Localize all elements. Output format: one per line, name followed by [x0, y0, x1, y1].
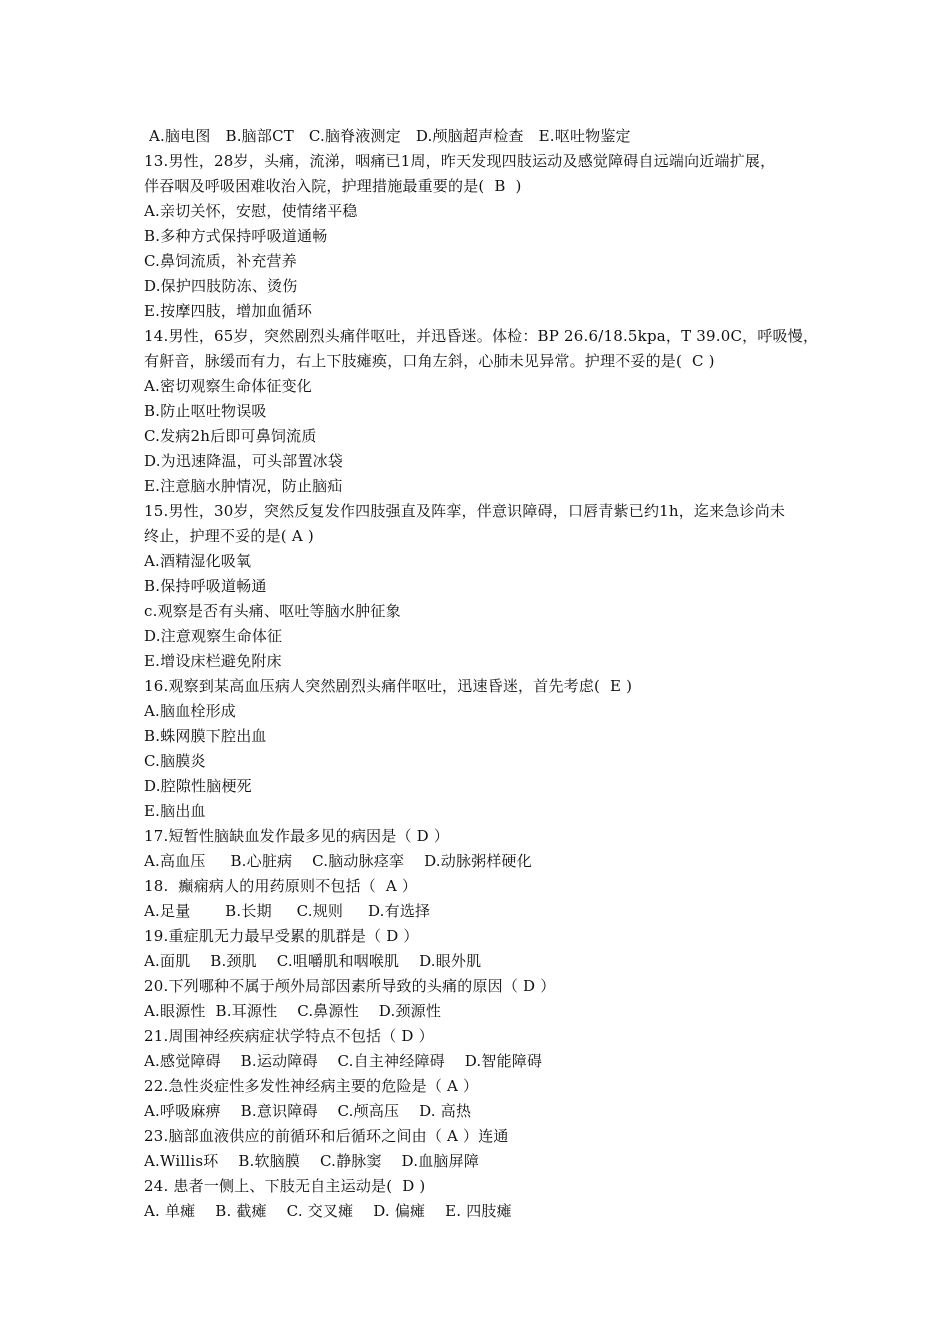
q21-options: A.感觉障碍 B.运动障碍 C.自主神经障碍 D.智能障碍	[144, 1052, 543, 1070]
q20-stem: 20.下列哪种不属于颅外局部因素所导致的头痛的原因（ D ）	[144, 977, 556, 995]
q23-options: A.Willis环 B.软脑膜 C.静脉窦 D.血脑屏障	[144, 1152, 480, 1170]
q15-option-d: D.注意观察生命体征	[144, 627, 283, 645]
q16-option-e: E.脑出血	[144, 802, 206, 820]
q18-options: A.足量 B.长期 C.规则 D.有选择	[144, 902, 431, 920]
q15-option-c: c.观察是否有头痛、呕吐等脑水肿征象	[144, 602, 401, 620]
q23-stem: 23.脑部血液供应的前循环和后循环之间由（ A ）连通	[144, 1127, 509, 1145]
q16-option-c: C.脑膜炎	[144, 752, 206, 770]
q13-option-a: A.亲切关怀，安慰，使情绪平稳	[144, 202, 358, 220]
q24-options: A. 单瘫 B. 截瘫 C. 交叉瘫 D. 偏瘫 E. 四肢瘫	[144, 1202, 512, 1220]
q15-stem-line-1: 15.男性，30岁，突然反复发作四肢强直及阵挛，伴意识障碍，口唇青紫已约1h，迄来急诊尚未	[144, 502, 786, 520]
q22-stem: 22.急性炎症性多发性神经病主要的危险是（ A ）	[144, 1077, 479, 1095]
q22-options: A.呼吸麻痹 B.意识障碍 C.颅高压 D. 高热	[144, 1102, 472, 1120]
question-text-block	[144, 124, 834, 1224]
q16-option-a: A.脑血栓形成	[144, 702, 237, 720]
q19-options: A.面肌 B.颈肌 C.咀嚼肌和咽喉肌 D.眼外肌	[144, 952, 482, 970]
q13-option-e: E.按摩四肢，增加血循环	[144, 302, 313, 320]
q16-option-d: D.腔隙性脑梗死	[144, 777, 252, 795]
q14-option-b: B.防止呕吐物误吸	[144, 402, 267, 420]
q14-option-e: E.注意脑水肿情况，防止脑疝	[144, 477, 343, 495]
q14-option-c: C.发病2h后即可鼻饲流质	[144, 427, 317, 445]
q14-stem-line-2: 有鼾音，脉缓而有力，右上下肢瘫痪，口角左斜，心肺未见异常。护理不妥的是( C )	[144, 352, 715, 370]
q15-option-e: E.增设床栏避免附床	[144, 652, 282, 670]
q13-option-c: C.鼻饲流质，补充营养	[144, 252, 297, 270]
q18-stem: 18. 癫痫病人的用药原则不包括（ A ）	[144, 877, 418, 895]
q15-option-a: A.酒精湿化吸氧	[144, 552, 252, 570]
q12-options-line: A.脑电图 B.脑部CT C.脑脊液测定 D.颅脑超声检查 E.呕吐物鉴定	[144, 127, 631, 145]
q13-stem-line-1: 13.男性，28岁，头痛，流涕，咽痛已1周，昨天发现四肢运动及感觉障碍自远端向近端扩展，	[144, 152, 776, 170]
q19-stem: 19.重症肌无力最早受累的肌群是（ D ）	[144, 927, 419, 945]
q13-option-b: B.多种方式保持呼吸道通畅	[144, 227, 328, 245]
q21-stem: 21.周围神经疾病症状学特点不包括（ D ）	[144, 1027, 434, 1045]
q14-option-d: D.为迅速降温，可头部置冰袋	[144, 452, 344, 470]
q13-stem-line-2: 伴吞咽及呼吸困难收治入院，护理措施最重要的是( B )	[144, 177, 522, 195]
q14-option-a: A.密切观察生命体征变化	[144, 377, 313, 395]
q16-option-b: B.蛛网膜下腔出血	[144, 727, 267, 745]
q17-stem: 17.短暂性脑缺血发作最多见的病因是（ D ）	[144, 827, 450, 845]
q20-options: A.眼源性 B.耳源性 C.鼻源性 D.颈源性	[144, 1002, 442, 1020]
q15-stem-line-2: 终止，护理不妥的是( A )	[144, 527, 314, 545]
q17-options: A.高血压 B.心脏病 C.脑动脉痉挛 D.动脉粥样硬化	[144, 852, 532, 870]
q13-option-d: D.保护四肢防冻、烫伤	[144, 277, 298, 295]
q15-option-b: B.保持呼吸道畅通	[144, 577, 267, 595]
q24-stem: 24. 患者一侧上、下肢无自主运动是( D )	[144, 1177, 426, 1195]
q14-stem-line-1: 14.男性，65岁，突然剧烈头痛伴呕吐，并迅昏迷。体检：BP 26.6/18.5kpa，T 39.0C，呼吸慢，	[144, 327, 819, 345]
q16-stem: 16.观察到某高血压病人突然剧烈头痛伴呕吐，迅速昏迷，首先考虑( E )	[144, 677, 633, 695]
